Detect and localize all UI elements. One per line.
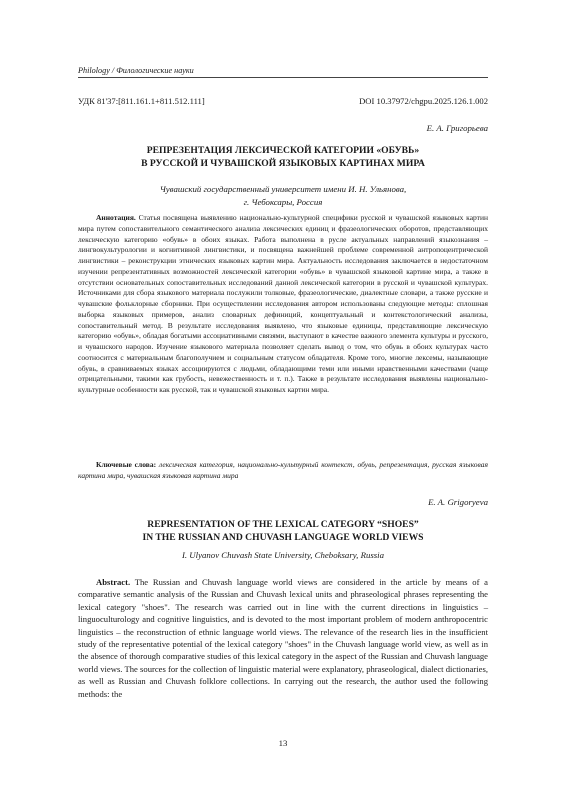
keywords-ru-text: лексическая категория, национально-культурный контекст, обувь, репрезентация, русская языковая картина мира, чувашская языковая картина мира bbox=[78, 460, 488, 480]
abstract-ru bbox=[78, 213, 488, 396]
abstract-ru-text: Статья посвящена выявлению национально-культурной специфики русской и чувашской языковых картин мира путем сопоставительного семантического анализа лексических единиц и фразеологических оборотов, представляющих лексическую категорию «обувь» в обоих языках. Работа выполнена в русле актуальных направлений языкознания – лингвокультурологии и когнитивной лингвистики, и посвящена важнейшей проблеме современной антропоцентрической лингвистики – реконструкции этнических языковых картин мира. Актуальность исследования заключается в недостаточном изучении репрезентативных возможностей лексической категории «обувь» в чувашской языковой картине мира, а также в отсутствии основательных сопоставительных исследований данной лексической категории в русской и чувашской культурах. Источниками для сбора языкового материала послужили толковые, фразеологические, диалектные словари, а также русские и чувашские фольклорные сборники. При осуществлении исследования автором использованы следующие методы: сплошная выборка языковых примеров, анализ словарных дефиниций, концептуальный и контекстологический анализы, сопоставительный метод. В результате исследования выявлено, что языковые единицы, представляющие лексическую категорию «обувь», обладая богатыми ассоциативными связями, выступают в качестве важного элемента культуры и русского, и чувашского народов. Изучение языкового материала позволяет сделать вывод о том, что обувь в обоих культурах часто соотносится с материальным благополучием и социальным статусом обладателя. Кроме того, многие лексемы, называющие обувь, в сравниваемых языках ассоциируются с людьми, обладающими теми или иными нравственными качествами (чаще отрицательными, такими как грубость, невежественность и т. п.). Также в результате исследования выявлены национально-культурные особенности как русской, так и чувашской языковых картин мира. bbox=[78, 213, 488, 394]
affiliation-en: I. Ulyanov Chuvash State University, Cheboksary, Russia bbox=[181, 550, 385, 560]
abstract-ru-label: Аннотация. bbox=[96, 213, 136, 222]
running-header: Philology / Филологические науки bbox=[78, 66, 488, 78]
doi[interactable]: DOI 10.37972/chgpu.2025.126.1.002 bbox=[359, 96, 488, 106]
keywords-ru-label: Ключевые слова: bbox=[96, 460, 157, 469]
abstract-en-text: The Russian and Chuvash language world views are considered in the article by means of a comparative semantic analysis of the Russian and Chuvash lexical units and phraseological phrases representing the lexical category "shoes". The research was carried out in line with the current directions in linguistics – linguoculturology and cognitive linguistics, and is devoted to the most important problem of modern anthropocentric linguistics – the reconstruction of ethnic language world views. The relevance of the research lies in the insufficient study of the representative potential of the lexical category "shoes" in the Chuvash language world view, as well as in the absence of thorough comparative studies of this lexical category in the aspect of the Russian and Chuvash language world views. The sources for the collection of linguistic material were explanatory, phraseological, dialect dictionaries, as well as Russian and Chuvash folklore collections. In carrying out the research, the author used the following methods: the bbox=[78, 577, 488, 699]
author-name-ru: Е. А. Григорьева bbox=[426, 123, 488, 133]
page-number: 13 bbox=[278, 738, 288, 748]
article-meta bbox=[78, 96, 488, 106]
article-title-en bbox=[78, 519, 488, 544]
abstract-en-label: Abstract. bbox=[96, 577, 131, 587]
title-ru-line-2: В РУССКОЙ И ЧУВАШСКОЙ ЯЗЫКОВЫХ КАРТИНАХ МИРА bbox=[141, 157, 425, 169]
abstract-en bbox=[78, 576, 488, 700]
article-title-ru bbox=[78, 145, 488, 170]
title-ru-line-1: РЕПРЕЗЕНТАЦИЯ ЛЕКСИЧЕСКОЙ КАТЕГОРИИ «ОБУВЬ» bbox=[146, 145, 420, 156]
udk-code: УДК 81'37:[811.161.1+811.512.111] bbox=[78, 96, 205, 106]
keywords-ru bbox=[78, 460, 488, 482]
affiliation-ru-line-2: г. Чебоксары, Россия bbox=[243, 196, 323, 207]
title-en-line-2: IN THE RUSSIAN AND CHUVASH LANGUAGE WORLD VIEWS bbox=[142, 531, 424, 543]
title-en-line-1: REPRESENTATION OF THE LEXICAL CATEGORY “SHOES” bbox=[147, 519, 419, 530]
affiliation-ru bbox=[78, 183, 488, 208]
affiliation-ru-line-1: Чувашский государственный университет имени И. Н. Ульянова, bbox=[159, 184, 407, 194]
author-name-en: E. A. Grigoryeva bbox=[428, 497, 488, 507]
